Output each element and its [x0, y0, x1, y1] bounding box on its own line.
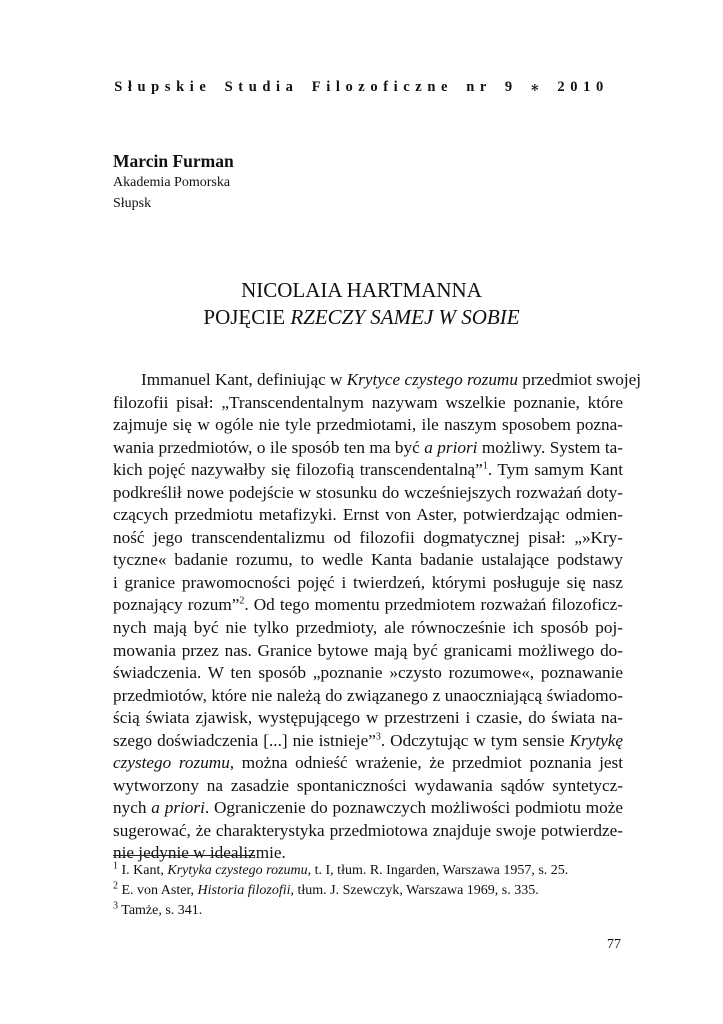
text-line: ścią świata zjawisk, występującego w przestrzeni i czasie, do świata na-: [113, 708, 623, 728]
text-line: czystego rozumu, można odnieść wrażenie, że przedmiot poznania jest: [113, 753, 623, 773]
text-line: szego doświadczenia [...] nie istnieje”$^3$. Odczytując w tym sensie Krytykę: [113, 730, 623, 750]
text-line: wytworzony na zasadzie spontaniczności wydawania sądów syntetycz-: [113, 775, 623, 795]
footnote: $^1$ I. Kant, Krytyka czystego rozumu, t. I, tłum. R. Ingarden, Warszawa 1957, s. 25.: [113, 860, 569, 878]
footnote-separator: [113, 855, 255, 856]
text-line: tyczne« badanie rozumu, to wedle Kanta badanie ustalające podstawy: [113, 550, 623, 570]
text-line: poznający rozum”$^2$. Od tego momentu przedmiotem rozważań filozoficz-: [113, 595, 624, 615]
footnote: $^3$ Tamże, s. 341.: [113, 900, 203, 918]
text-line: podkreślił nowe podejście w stosunku do wcześniejszych rozważań doty-: [113, 482, 623, 502]
text-line: filozofii pisał: „Transcendentalnym nazywam wszelkie poznanie, które: [113, 392, 623, 412]
footnote-ref: 3: [375, 731, 381, 743]
author-name: Marcin Furman: [113, 151, 234, 171]
footnotes: [113, 861, 568, 921]
author-affiliation: Akademia Pomorska: [113, 175, 231, 190]
text-line: zajmuje się w ogóle nie tyle przedmiotami, ile naszym sposobem pozna-: [113, 415, 623, 435]
article-title: [0, 277, 723, 331]
title-line-1: NICOLAIA HARTMANNA: [241, 278, 482, 302]
text-line: nie jedynie w idealizmie.: [113, 843, 286, 863]
text-line: i granice prawomocności pojęć i twierdzeń, którymi posługuje się nasz: [113, 572, 623, 592]
text-line: Immanuel Kant, definiując w Krytyce czystego rozumu przedmiot swojej: [141, 370, 642, 389]
text-line: mowania przez nas. Granice bytowe mają być granicami możliwego do-: [113, 640, 623, 660]
text-line: ność jego transcendentalizmu od filozofii dogmatycznej pisał: „»Kry-: [113, 527, 623, 547]
footnote-ref: 2: [239, 595, 245, 607]
text-line: przedmiotów, które nie należą do związanego z unaoczniającą świadomo-: [113, 685, 623, 705]
author-block: [113, 150, 234, 214]
footnote-ref: 1: [482, 460, 488, 472]
text-line: kich pojęć nazywałby się filozofią transcendentalną”$^1$. Tym samym Kant: [113, 460, 623, 480]
text-line: sugerować, że charakterystyka przedmiotowa znajduje swoje potwierdze-: [113, 820, 623, 840]
body-paragraph: [113, 369, 642, 865]
page-number: 77: [607, 937, 621, 952]
footnote: $^2$ E. von Aster, Historia filozofii, tłum. J. Szewczyk, Warszawa 1969, s. 335.: [113, 880, 539, 898]
author-city: Słupsk: [113, 196, 152, 211]
title-line-2: [0, 304, 723, 331]
text-line: świadczenia. W ten sposób „poznanie »czysto rozumowe«, poznawanie: [113, 663, 623, 683]
journal-header: Słupskie Studia Filozoficzne nr 9 ⁎ 2010: [114, 79, 609, 95]
text-line: wania przedmiotów, o ile sposób ten ma być a priori możliwy. System ta-: [113, 437, 623, 457]
title-line-2-plain: POJĘCIE: [203, 305, 291, 329]
text-line: czących przedmiotu metafizyki. Ernst von Aster, potwierdzając odmien-: [113, 505, 623, 525]
title-line-2-italic: RZECZY SAMEJ W SOBIE: [290, 305, 520, 329]
text-line: nych a priori. Ograniczenie do poznawczych możliwości podmiotu może: [113, 798, 623, 818]
text-line: nych mają być nie tylko przedmioty, ale równocześnie ich sposób poj-: [113, 618, 623, 638]
